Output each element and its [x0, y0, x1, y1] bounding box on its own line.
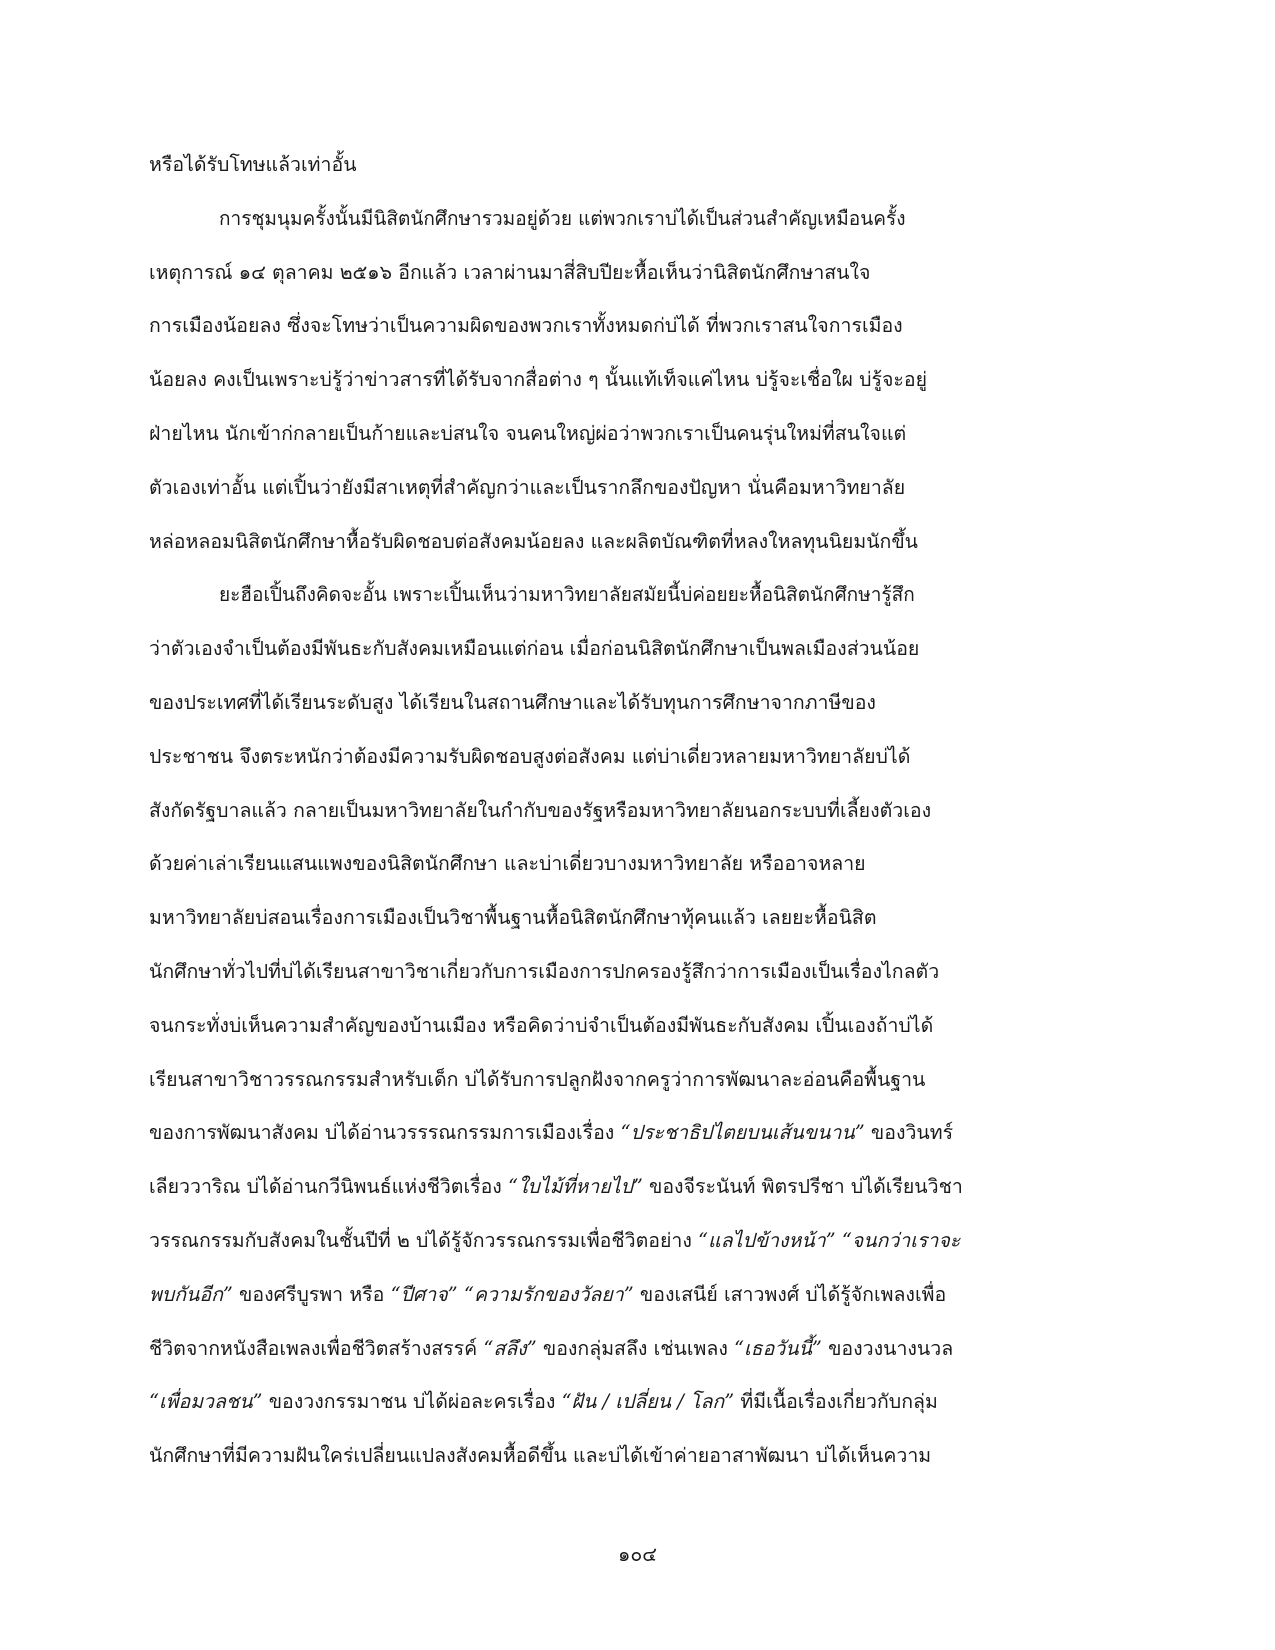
text-line	[149, 1065, 1169, 1095]
text-segment: ฝ่ายไหน นักเข้าก่กลายเป็นก้ายและบ่สนใจ จนคนใหญ่ผ่อว่าพวกเราเป็นคนรุ่นใหม่ที่สนใจแต่	[149, 422, 907, 445]
text-line	[149, 1334, 1169, 1364]
text-line	[149, 634, 1169, 664]
text-segment: ของวงกรรมาชน บ่ได้ผ่อละครเรื่อง	[262, 1390, 562, 1413]
text-segment: การชุมนุมครั้งนั้นมีนิสิตนักศึกษารวมอยู่ด้วย แต่พวกเราบ่ได้เป็นส่วนสำคัญเหมือนครั้ง	[219, 207, 906, 230]
text-line	[149, 311, 1169, 341]
text-segment: ของศรีบูรพา หรือ	[232, 1283, 391, 1306]
page-number: ๑๐๔	[617, 1543, 658, 1566]
text-line	[149, 742, 1169, 772]
text-segment: น้อยลง คงเป็นเพราะบ่รู้ว่าข่าวสารที่ได้รับจากสื่อต่าง ๆ นั้นแท้เท็จแค่ไหน บ่รู้จะเชื่อใผ บ่รู้จะอยู่	[149, 368, 928, 391]
text-segment: ของกลุ่มสลึง เช่นเพลง	[536, 1337, 735, 1360]
text-segment: ยะฮือเปิ้นถึงคิดจะอั้น เพราะเปิ้นเห็นว่ามหาวิทยาลัยสมัยนี้บ่ค่อยยะหื้อนิสิตนักศึกษารู้สึก	[219, 583, 915, 606]
text-segment: นักศึกษาทั่วไปที่บ่ได้เรียนสาขาวิชาเกี่ยวกับการเมืองการปกครองรู้สึกว่าการเมืองเป็นเรื่องไกลตัว	[149, 960, 940, 983]
italic-title-segment: “แลไปข้างหน้า” “จนกว่าเราจะ	[698, 1229, 961, 1252]
italic-title-segment: “สลึง”	[483, 1337, 537, 1360]
text-segment: ตัวเองเท่าอั้น แต่เปิ้นว่ายังมีสาเหตุที่สำคัญกว่าและเป็นรากลึกของปัญหา นั่นคือมหาวิทยาลัย	[149, 476, 906, 499]
text-segment: ของประเทศที่ได้เรียนระดับสูง ได้เรียนในสถานศึกษาและได้รับทุนการศึกษาจากภาษีของ	[149, 691, 876, 714]
text-segment: ของการพัฒนาสังคม บ่ได้อ่านวรรรณกรรมการเมืองเรื่อง	[149, 1121, 621, 1144]
text-segment: สังกัดรัฐบาลแล้ว กลายเป็นมหาวิทยาลัยในกำกับของรัฐหรือมหาวิทยาลัยนอกระบบที่เลี้ยงตัวเอง	[149, 799, 932, 822]
text-segment: ว่าตัวเองจำเป็นต้องมีพันธะกับสังคมเหมือนแต่ก่อน เมื่อก่อนนิสิตนักศึกษาเป็นพลเมืองส่วนน้อย	[149, 637, 920, 660]
text-segment: ประชาชน จึงตระหนักว่าต้องมีความรับผิดชอบสูงต่อสังคม แต่บ่าเดี่ยวหลายมหาวิทยาลัยบ่ได้	[149, 745, 911, 768]
italic-title-segment: “ใบไม้ที่หายไป”	[508, 1175, 643, 1198]
text-line	[149, 527, 1169, 557]
text-segment: เลียววาริณ บ่ได้อ่านกวีนิพนธ์แห่งชีวิตเรื่อง	[149, 1175, 509, 1198]
text-segment: ที่มีเนื้อเรื่องเกี่ยวกับกลุ่ม	[734, 1390, 938, 1413]
text-line	[149, 258, 1169, 288]
text-segment: ชีวิตจากหนังสือเพลงเพื่อชีวิตสร้างสรรค์	[149, 1337, 484, 1360]
text-line	[219, 204, 1215, 234]
text-segment: ของเสนีย์ เสาวพงศ์ บ่ได้รู้จักเพลงเพื่อ	[633, 1283, 947, 1306]
text-line	[149, 1226, 1169, 1256]
text-line	[219, 580, 1215, 610]
italic-title-segment: “ฝัน / เปลี่ยน / โลก”	[561, 1390, 735, 1413]
text-line	[149, 1387, 1169, 1417]
italic-title-segment: พบกันอีก”	[149, 1283, 233, 1306]
text-line	[149, 1280, 1169, 1310]
text-segment: ของวินทร์	[864, 1121, 954, 1144]
text-line	[149, 849, 1169, 879]
text-segment: เรียนสาขาวิชาวรรณกรรมสำหรับเด็ก บ่ได้รับการปลูกฝังจากครูว่าการพัฒนาละอ่อนคือพื้นฐาน	[149, 1068, 926, 1091]
italic-title-segment: “ปีศาจ” “ความรักของวัลยา”	[390, 1283, 634, 1306]
text-line	[149, 365, 1169, 395]
italic-title-segment: “ประชาธิปไตยบนเส้นขนาน”	[620, 1121, 865, 1144]
text-line	[149, 473, 1169, 503]
text-line	[149, 1118, 1169, 1148]
text-line	[149, 150, 1169, 180]
text-segment: นักศึกษาที่มีความฝันใคร่เปลี่ยนแปลงสังคมหื้อดีขึ้น และบ่ได้เข้าค่ายอาสาพัฒนา บ่ได้เห็นความ	[149, 1444, 932, 1467]
text-segment: จนกระทั่งบ่เห็นความสำคัญของบ้านเมือง หรือคิดว่าบ่จำเป็นต้องมีพันธะกับสังคม เปิ้นเองถ้าบ่ได้	[149, 1014, 934, 1037]
italic-title-segment: “เธอวันนี้”	[734, 1337, 822, 1360]
text-segment: การเมืองน้อยลง ซึ่งจะโทษว่าเป็นความผิดของพวกเราทั้งหมดก่บ่ได้ ที่พวกเราสนใจการเมือง	[149, 314, 903, 337]
text-line	[149, 1441, 1169, 1471]
text-line	[149, 1011, 1169, 1041]
text-line	[149, 1172, 1169, 1202]
text-segment: ของจีระนันท์ พิตรปรีชา บ่ได้เรียนวิชา	[642, 1175, 963, 1198]
text-segment: หล่อหลอมนิสิตนักศึกษาหื้อรับผิดชอบต่อสังคมน้อยลง และผลิตบัณฑิตที่หลงใหลทุนนิยมนักขึ้น	[149, 530, 919, 553]
text-segment: มหาวิทยาลัยบ่สอนเรื่องการเมืองเป็นวิชาพื้นฐานหื้อนิสิตนักศึกษาทุ้คนแล้ว เลยยะหื้อนิสิต	[149, 906, 877, 929]
italic-title-segment: “เพื่อมวลชน”	[149, 1390, 263, 1413]
text-segment: หรือได้รับโทษแล้วเท่าอั้น	[149, 153, 357, 176]
text-line	[149, 796, 1169, 826]
text-line	[149, 957, 1169, 987]
text-line	[149, 419, 1169, 449]
text-segment: ด้วยค่าเล่าเรียนแสนแพงของนิสิตนักศึกษา และบ่าเดี่ยวบางมหาวิทยาลัย หรืออาจหลาย	[149, 852, 866, 875]
text-segment: วรรณกรรมกับสังคมในชั้นปีที่ ๒ บ่ได้รู้จักวรรณกรรมเพื่อชีวิตอย่าง	[149, 1229, 699, 1252]
text-line	[149, 688, 1169, 718]
text-segment: เหตุการณ์ ๑๔ ตุลาคม ๒๕๑๖ อีกแล้ว เวลาผ่านมาสี่สิบปียะหื้อเห็นว่านิสิตนักศึกษาสนใจ	[149, 261, 871, 284]
text-segment: ของวงนางนวล	[821, 1337, 954, 1360]
text-line	[149, 903, 1169, 933]
